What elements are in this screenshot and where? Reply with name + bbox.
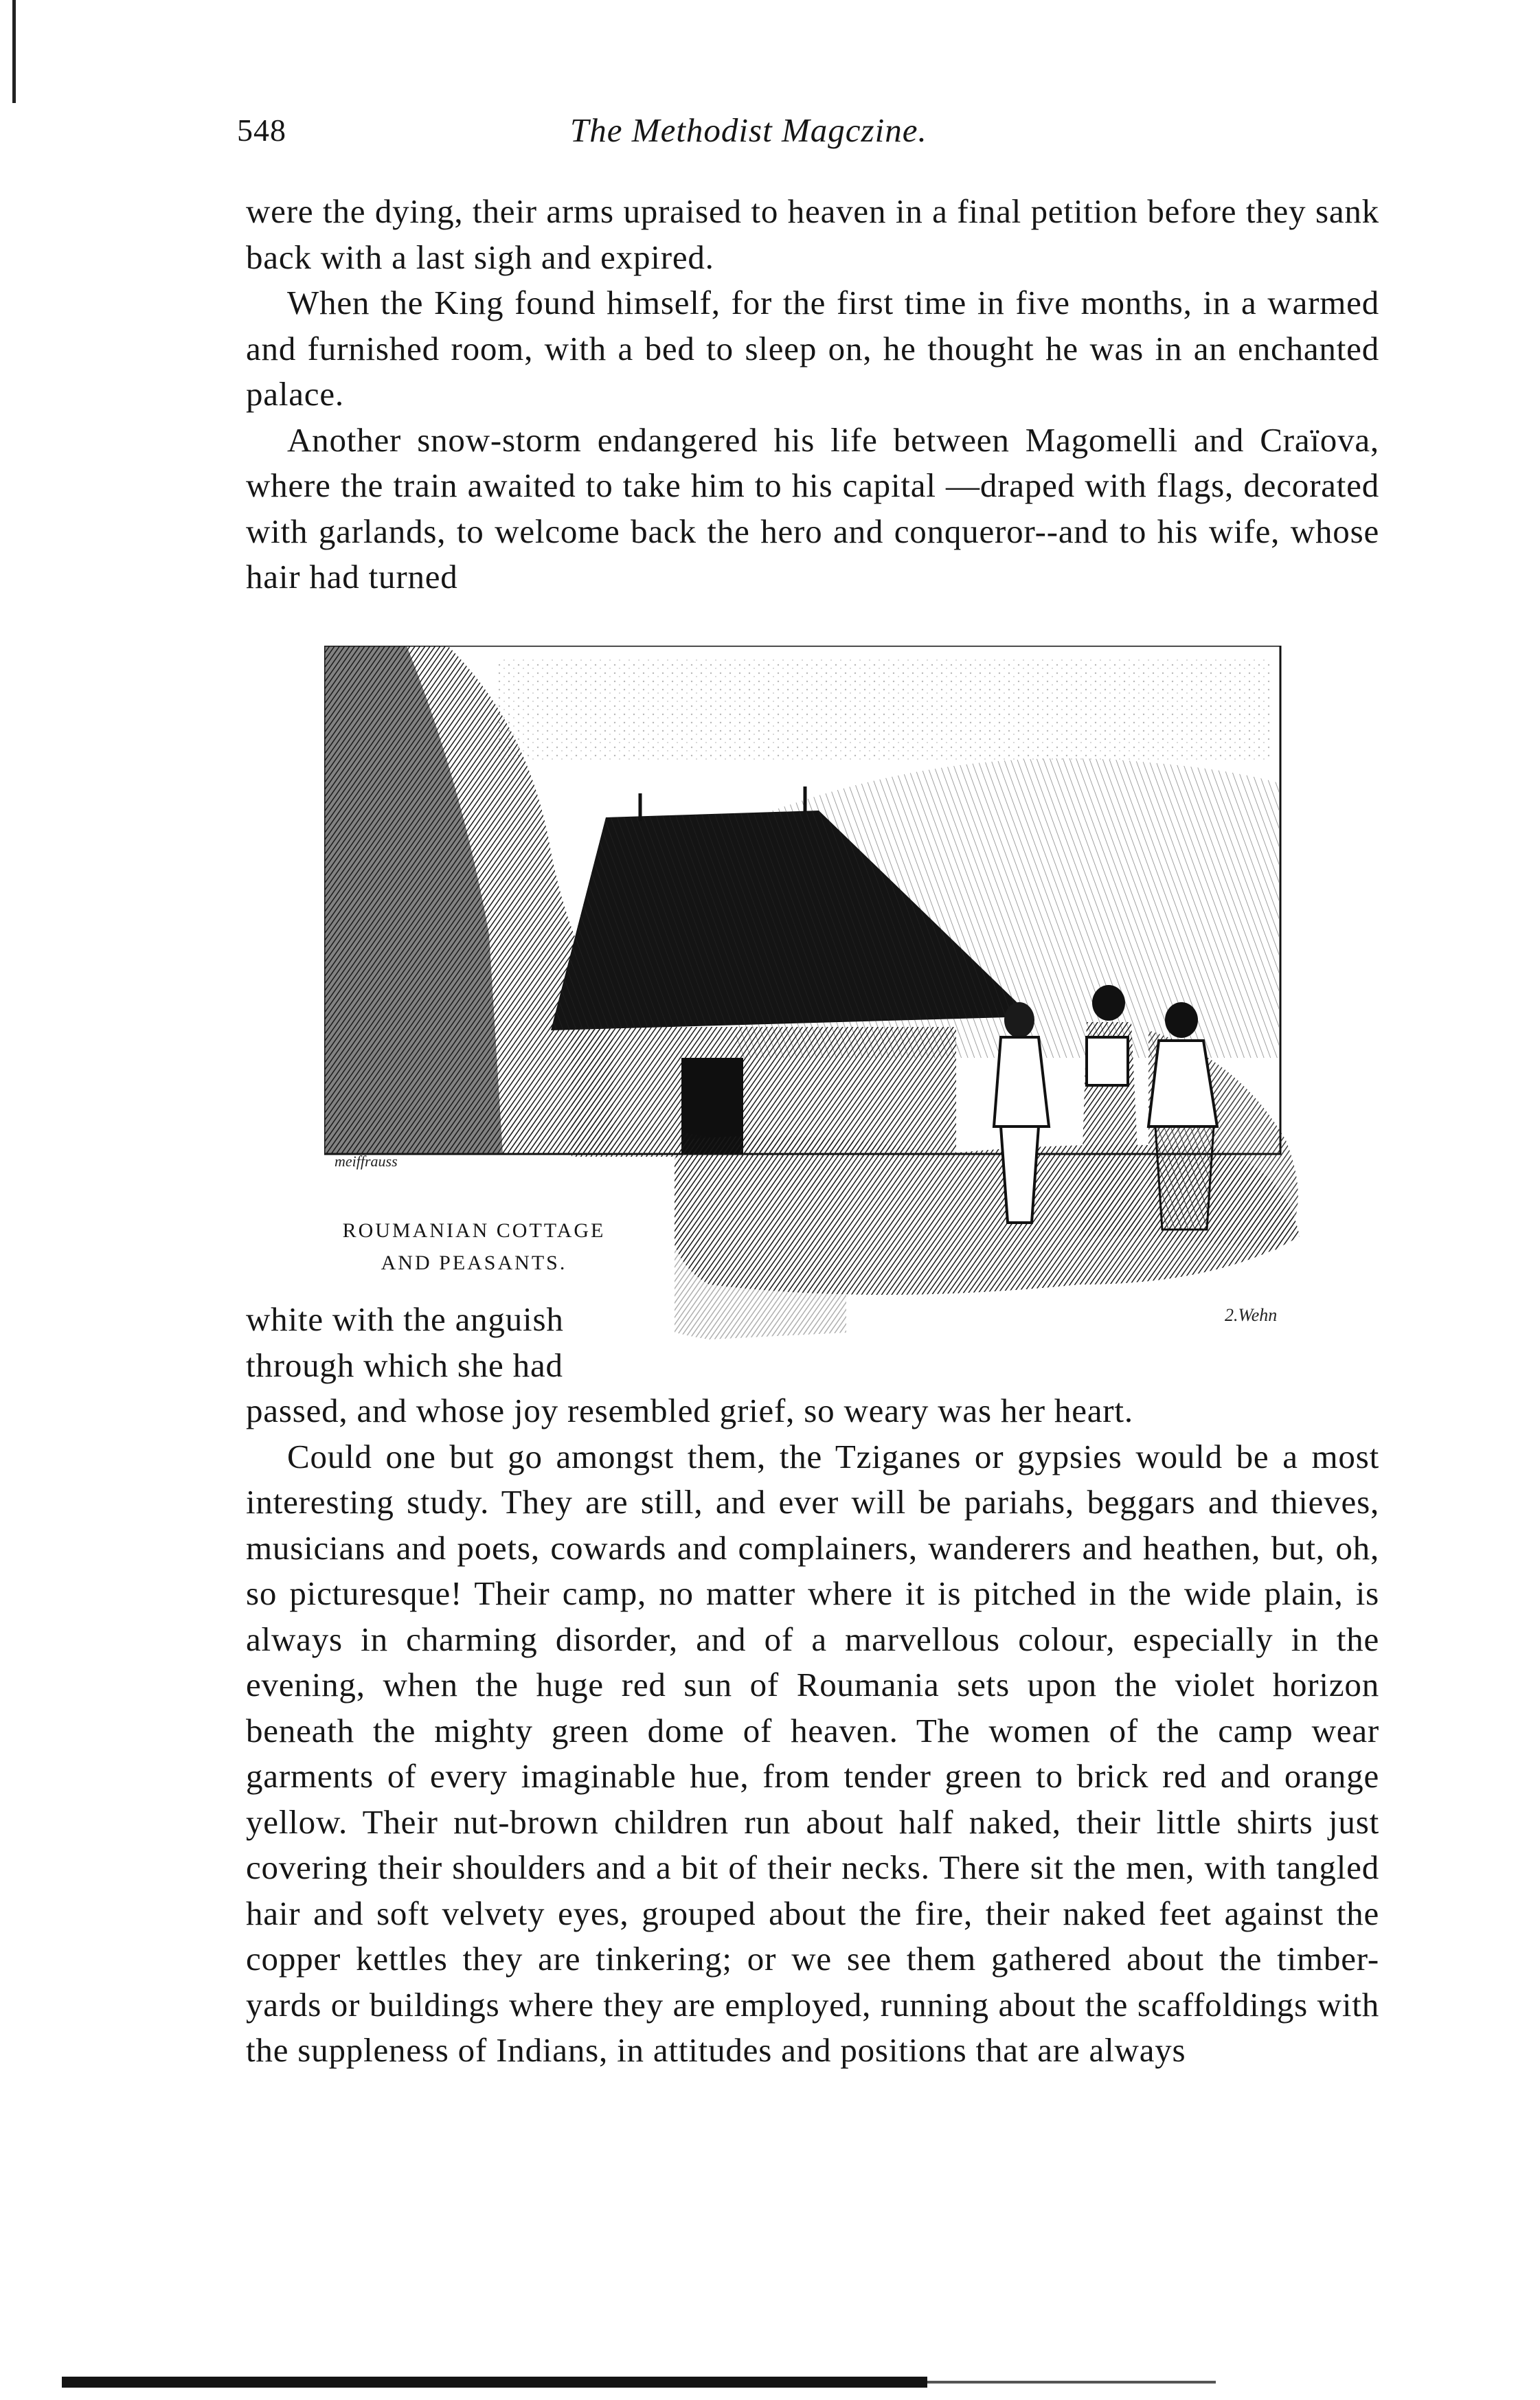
text-line: through which she had (246, 1346, 563, 1384)
peasant-figures (994, 985, 1217, 1236)
text-line: white with the anguish (246, 1300, 564, 1338)
body-text-top (246, 189, 1379, 600)
caption-line: ROUMANIAN COTTAGE (342, 1219, 606, 1242)
paragraph: When the King found himself, for the first time in five months, in a warmed and furnished room, with a bed to sleep on, he thought he was in an enchanted palace. (246, 284, 1379, 413)
scan-bottom-rule-fade (927, 2381, 1216, 2384)
scan-bottom-rule (62, 2377, 927, 2388)
paragraph: passed, and whose joy resembled grief, so weary was her heart. (246, 1392, 1133, 1429)
running-head: The Methodist Magczine. (570, 111, 927, 149)
paragraph: Another snow-storm endangered his life between Magomelli and Craïova, where the train awaited to take him to his capital —draped with flags, decorated with garlands, to welcome back the hero and conqueror--and to his wife, whose hair had turned (246, 420, 1379, 596)
page-number: 548 (237, 113, 286, 148)
body-text-beside-figure (246, 1297, 686, 1388)
paragraph: Could one but go amongst them, the Tziganes or gypsies would be a most interesting study. They are still, and ever will be pariahs, beggars and thieves, musicians and poets, cowards and complainers, wanderers and heathen, but, oh, so picturesque! Their camp, no matter where it is pitched in the wide plain, is always in charming disorder, and of a marvellous colour, especially in the evening, when the huge red sun of Roumania sets upon the violet horizon beneath the mighty green dome of heaven. The women of the camp wear garments of every imaginable hue, from tender green to brick red and orange yellow. Their nut-brown children run about half naked, their little shirts just covering their shoulders and a bit of their necks. There sit the men, with tangled hair and soft velvety eyes, grouped about the fire, their naked feet against the copper kettles they are tinkering; or we see them gathered about the timber-yards or buildings where they are employed, running about the scaffoldings with the suppleness of Indians, in attitudes and positions that are always (246, 1437, 1379, 2069)
paragraph: were the dying, their arms upraised to heaven in a final petition before they sank back with a last sigh and expired. (246, 192, 1379, 276)
caption-line: AND PEASANTS. (381, 1252, 567, 1274)
figure-caption (302, 1214, 646, 1279)
engraver-signature-right: 2.Wehn (1225, 1305, 1278, 1325)
engraver-signature-left: meiffrauss (335, 1153, 398, 1170)
scan-edge-mark (12, 0, 16, 103)
body-text-bottom (246, 1388, 1379, 2074)
